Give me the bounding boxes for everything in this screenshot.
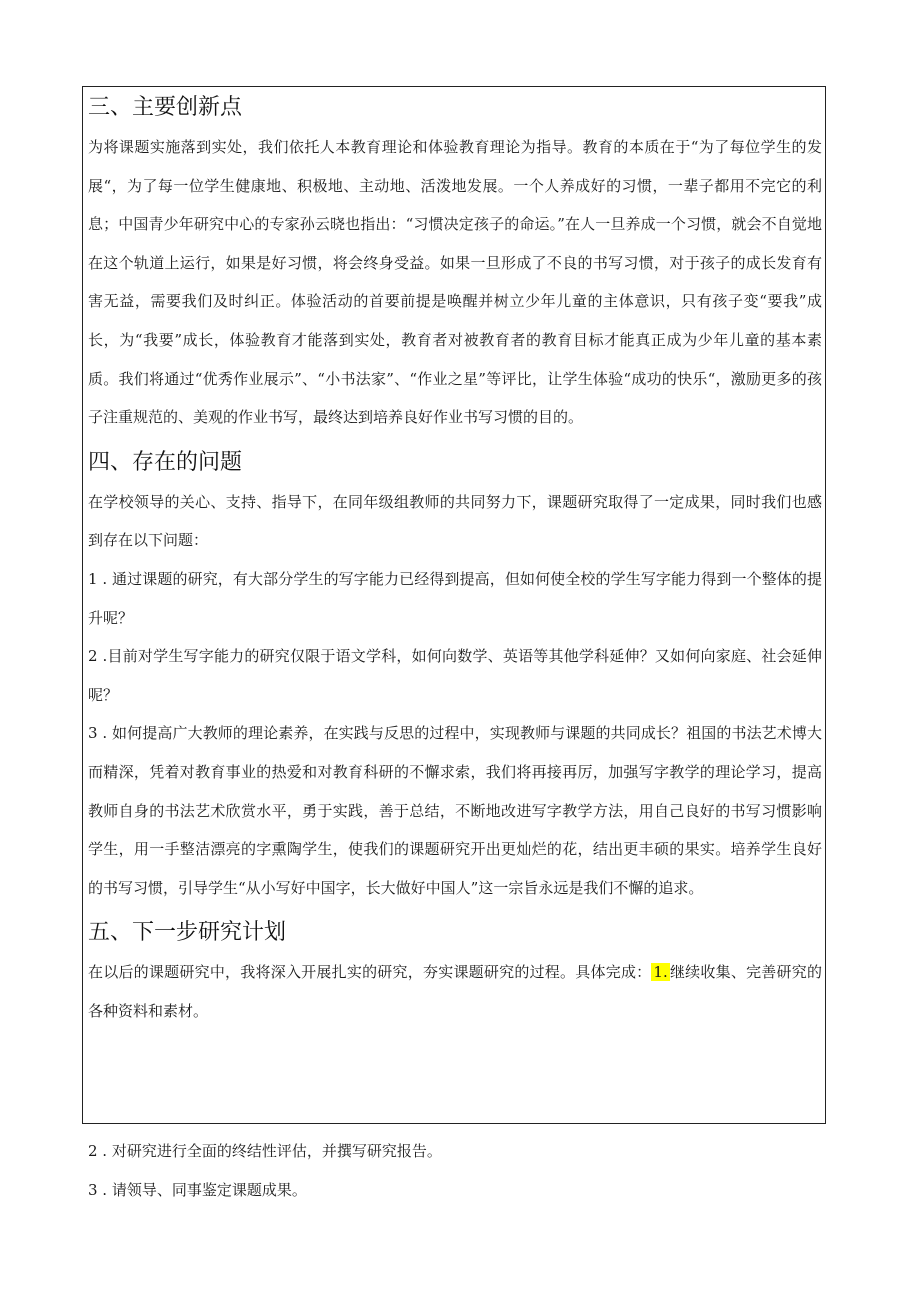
next-plan-text: 在以后的课题研究中，我将深入开展扎实的研究，夯实课题研究的过程。具体完成： bbox=[88, 963, 652, 982]
problem-item-1: 1 . 通过课题的研究，有大部分学生的写字能力已经得到提高，但如何使全校的学生写字能力得到一个整体的提升呢？ bbox=[88, 569, 822, 627]
highlighted-number: 1. bbox=[653, 963, 668, 982]
problem-item-2: 2 .目前对学生写字能力的研究仅限于语文学科，如何向数学、英语等其他学科延伸？又如何向家庭、社会延伸呢？ bbox=[88, 647, 822, 704]
paragraph-innovation: 为将课题实施落到实处，我们依托人本教育理论和体验教育理论为指导。教育的本质在于“为了每位学生的发展“，为了每一位学生健康地、积极地、主动地、活泼地发展。一个人养成好的习惯，一辈子都用不完它的利息；中国青少年研究中心的专家孙云晓也指出：“习惯决定孩子的命运。”在人一旦养成一个习惯，就会不自觉地在这个轨道上运行，如果是好习惯，将会终身受益。如果一旦形成了不良的书写习惯，对于孩子的成长发育有害无益，需要我们及时纠正。体验活动的首要前提是唤醒并树立少年儿童的主体意识，只有孩子变“要我”成长，为“我要”成长，体验教育才能落到实处，教育者对被教育者的教育目标才能真正成为少年儿童的基本素质。我们将通过“优秀作业展示”、“小书法家”、“作业之星”等评比，让学生体验“成功的快乐“，激励更多的孩子注重规范的、美观的作业书写，最终达到培养良好作业书写习惯的目的。 bbox=[88, 138, 822, 427]
section-heading-innovation: 三、主要创新点 bbox=[88, 95, 243, 120]
next-plan-item-2: 2 . 对研究进行全面的终结性评估，并撰写研究报告。 bbox=[88, 1142, 442, 1160]
paragraph-problems-intro: 在学校领导的关心、支持、指导下，在同年级组教师的共同努力下，课题研究取得了一定成果，同时我们也感到存在以下问题： bbox=[88, 492, 822, 550]
document-body bbox=[88, 88, 822, 1030]
problem-item-3: 3 . 如何提高广大教师的理论素养，在实践与反思的过程中，实现教师与课题的共同成长？祖国的书法艺术博大而精深，凭着对教育事业的热爱和对教育科研的不懈求索，我们将再接再厉，加强写字教学的理论学习，提高教师自身的书法艺术欣赏水平，勇于实践，善于总结，不断地改进写字教学方法，用自己良好的书写习惯影响学生，用一手整洁漂亮的字熏陶学生，使我们的课题研究开出更灿烂的花，结出更丰硕的果实。培养学生良好的书写习惯，引导学生“从小写好中国字，长大做好中国人”这一宗旨永远是我们不懈的追求。 bbox=[88, 724, 822, 897]
paragraph-next-plan bbox=[88, 953, 822, 1030]
section-heading-next-plan: 五、下一步研究计划 bbox=[88, 920, 287, 946]
section-heading-problems: 四、存在的问题 bbox=[88, 449, 243, 475]
next-plan-item-1: 继续收集、完善研究的各种资料和素材。 bbox=[88, 963, 822, 1020]
next-plan-item-3: 3 . 请领导、同事鉴定课题成果。 bbox=[88, 1181, 307, 1199]
